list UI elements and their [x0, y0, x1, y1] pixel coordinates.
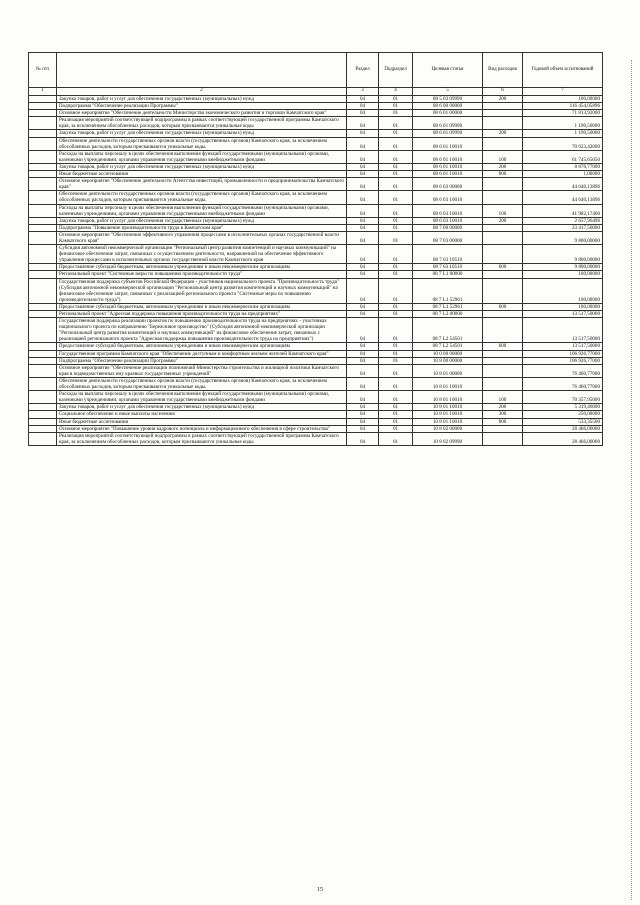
- expense-type-code: 800: [483, 418, 523, 425]
- table-row: [29, 191, 603, 204]
- annual-amount: 44 640,13896: [523, 178, 603, 191]
- annual-amount: 13 517,50000: [523, 311, 603, 318]
- column-number: 1: [29, 88, 57, 96]
- column-number: 6: [483, 88, 523, 96]
- table-row: [29, 110, 603, 117]
- row-number-cell: [29, 96, 57, 103]
- row-number-cell: [29, 231, 57, 244]
- subsection-code: 01: [379, 117, 413, 130]
- section-code: 04: [347, 103, 379, 110]
- section-code: 04: [347, 432, 379, 445]
- table-row: [29, 103, 603, 110]
- row-number-cell: [29, 357, 57, 364]
- table-row: [29, 418, 603, 425]
- column-number: 2: [57, 88, 347, 96]
- section-code: 04: [347, 411, 379, 418]
- section-code: 04: [347, 271, 379, 278]
- annual-amount: 100,00000: [523, 271, 603, 278]
- target-article-code: 10 0 00 00000: [413, 350, 483, 357]
- row-number-cell: [29, 350, 57, 357]
- header-row: [29, 53, 603, 88]
- target-article-code: 08 7 L1 52961: [413, 278, 483, 303]
- expense-type-code: [483, 350, 523, 357]
- table-row: [29, 163, 603, 170]
- subsection-code: 01: [379, 404, 413, 411]
- target-article-code: 10 8 02 09990: [413, 432, 483, 445]
- expense-type-code: [483, 191, 523, 204]
- row-number-cell: [29, 278, 57, 303]
- target-article-code: 10 8 01 10010: [413, 404, 483, 411]
- subsection-code: 01: [379, 303, 413, 310]
- target-article-code: 08 6 01 00000: [413, 110, 483, 117]
- item-name: Обеспечение деятельности государственных органов власти (государственных органов) Камчатского края, за исключением обособленных расходов, которым присваиваются уникальные коды.: [57, 377, 347, 390]
- table-row: [29, 150, 603, 163]
- expense-type-code: 600: [483, 303, 523, 310]
- section-code: 04: [347, 318, 379, 343]
- item-name: Подпрограмма "Повышение производительности труда в Камчатском крае": [57, 224, 347, 231]
- annual-amount: 41 982,17400: [523, 204, 603, 217]
- item-name: Закупка товаров, работ и услуг для обеспечения государственных (муниципальных) нужд: [57, 217, 347, 224]
- row-number-cell: [29, 245, 57, 264]
- annual-amount: 2 657,96496: [523, 217, 603, 224]
- item-name: Государственная поддержка субъектов Российской Федерации - участников национального проекта "Производительность труда" (Субсидия автономной некоммерческой организации "Региональный центр развития компетенций и научных коммуникаций" на финансовое обеспечение затрат, связанных с реализацией регионального проекта "Системные меры по повышению производительности труда"): [57, 278, 347, 303]
- expense-type-code: [483, 137, 523, 150]
- expense-type-code: 200: [483, 163, 523, 170]
- annual-amount: 1,00000: [523, 171, 603, 178]
- subsection-code: 01: [379, 130, 413, 137]
- annual-amount: 100,00000: [523, 278, 603, 303]
- expense-type-code: [483, 364, 523, 377]
- target-article-code: 08 7 L2 54501: [413, 343, 483, 350]
- table-row: [29, 404, 603, 411]
- target-article-code: 08 6 01 09990: [413, 117, 483, 130]
- row-number-cell: [29, 303, 57, 310]
- section-code: 04: [347, 204, 379, 217]
- annual-amount: 28 466,00000: [523, 432, 603, 445]
- row-number-cell: [29, 404, 57, 411]
- row-number-cell: [29, 391, 57, 404]
- expense-type-code: 100: [483, 150, 523, 163]
- subsection-code: 01: [379, 191, 413, 204]
- annual-amount: 76 460,77000: [523, 364, 603, 377]
- target-article-code: 08 6 01 09990: [413, 130, 483, 137]
- section-code: 04: [347, 130, 379, 137]
- item-name: Подпрограмма "Обеспечение реализации Программы": [57, 103, 347, 110]
- table-row: [29, 130, 603, 137]
- row-number-cell: [29, 377, 57, 390]
- expense-type-code: [483, 377, 523, 390]
- item-name: Реализация мероприятий соответствующей подпрограммы в рамках соответствующей государственной программы Камчатского края, за исключением обособленных расходов, которым присваиваются уникальные коды: [57, 432, 347, 445]
- row-number-cell: [29, 271, 57, 278]
- table-row: [29, 245, 603, 264]
- section-code: 04: [347, 171, 379, 178]
- section-code: 04: [347, 377, 379, 390]
- table-row: [29, 204, 603, 217]
- annual-amount: 106 926,77000: [523, 350, 603, 357]
- annual-amount: 70 357,95000: [523, 391, 603, 404]
- annual-amount: 9 800,00000: [523, 264, 603, 271]
- subsection-code: 01: [379, 318, 413, 343]
- section-code: 04: [347, 163, 379, 170]
- table-row: [29, 391, 603, 404]
- section-code: 04: [347, 404, 379, 411]
- row-number-cell: [29, 150, 57, 163]
- target-article-code: 08 6 03 00000: [413, 178, 483, 191]
- section-code: 04: [347, 278, 379, 303]
- section-code: 04: [347, 96, 379, 103]
- subsection-code: 01: [379, 343, 413, 350]
- row-number-cell: [29, 343, 57, 350]
- item-name: Основное мероприятие "Обеспечение деятельности Агентства инвестиций, промышленности и предпринимательства Камчатского края": [57, 178, 347, 191]
- subsection-code: 01: [379, 137, 413, 150]
- target-article-code: 10 8 01 10010: [413, 391, 483, 404]
- target-article-code: 08 6 01 10010: [413, 171, 483, 178]
- table-row: [29, 171, 603, 178]
- row-number-cell: [29, 224, 57, 231]
- section-code: 04: [347, 350, 379, 357]
- expense-type-code: [483, 311, 523, 318]
- expense-type-code: [483, 224, 523, 231]
- subsection-code: 01: [379, 271, 413, 278]
- target-article-code: 10 8 01 10010: [413, 377, 483, 390]
- expense-type-code: 600: [483, 264, 523, 271]
- subsection-code: 01: [379, 432, 413, 445]
- row-number-cell: [29, 130, 57, 137]
- expense-type-code: [483, 231, 523, 244]
- item-name: Основное мероприятие "Обеспечение реализации полномочий Министерства строительства и жилищной политики Камчатского края в подведомственных ему краевых государственных учреждений": [57, 364, 347, 377]
- target-article-code: 08 6 03 10010: [413, 217, 483, 224]
- annual-amount: 100,00000: [523, 303, 603, 310]
- section-code: 04: [347, 245, 379, 264]
- item-name: Региональный проект "Системные меры по повышению производительности труда": [57, 271, 347, 278]
- table-row: [29, 96, 603, 103]
- expense-type-code: 200: [483, 404, 523, 411]
- budget-table: [28, 52, 603, 446]
- column-number: 7: [523, 88, 603, 96]
- item-name: Социальное обеспечение и иные выплаты населению: [57, 411, 347, 418]
- table-row: [29, 137, 603, 150]
- item-name: Иные бюджетные ассигнования: [57, 171, 347, 178]
- target-article-code: 10 8 01 10010: [413, 418, 483, 425]
- expense-type-code: [483, 271, 523, 278]
- subsection-code: 01: [379, 103, 413, 110]
- annual-amount: 5 319,46000: [523, 404, 603, 411]
- table-row: [29, 278, 603, 303]
- expense-type-code: 200: [483, 130, 523, 137]
- subsection-code: 01: [379, 96, 413, 103]
- annual-amount: 1 190,50000: [523, 117, 603, 130]
- expense-type-code: 200: [483, 217, 523, 224]
- item-name: Обеспечение деятельности государственных органов власти (государственных органов) Камчатского края, за исключением обособленных расходов, которым присваиваются уникальные коды.: [57, 137, 347, 150]
- section-code: 04: [347, 357, 379, 364]
- subsection-code: 01: [379, 350, 413, 357]
- row-number-cell: [29, 418, 57, 425]
- annual-amount: 100,00000: [523, 96, 603, 103]
- subsection-code: 01: [379, 311, 413, 318]
- subsection-code: 01: [379, 231, 413, 244]
- item-name: Предоставление субсидий бюджетным, автономным учреждениям и иным некоммерческим организациям: [57, 303, 347, 310]
- table-row: [29, 217, 603, 224]
- expense-type-code: 600: [483, 343, 523, 350]
- section-code: 04: [347, 137, 379, 150]
- section-code: 04: [347, 425, 379, 432]
- table-row: [29, 271, 603, 278]
- table-row: [29, 425, 603, 432]
- row-number-cell: [29, 311, 57, 318]
- expense-type-code: 100: [483, 391, 523, 404]
- annual-amount: 8 876,77000: [523, 163, 603, 170]
- expense-type-code: [483, 178, 523, 191]
- target-article-code: 08 6 01 10010: [413, 163, 483, 170]
- row-number-cell: [29, 264, 57, 271]
- column-number: 3: [347, 88, 379, 96]
- subsection-code: 01: [379, 150, 413, 163]
- header-cell: Годовой объем ассигнований: [523, 53, 603, 88]
- subsection-code: 01: [379, 357, 413, 364]
- subsection-code: 01: [379, 391, 413, 404]
- expense-type-code: [483, 432, 523, 445]
- subsection-code: 01: [379, 364, 413, 377]
- table-row: [29, 350, 603, 357]
- target-article-code: 08 6 01 10010: [413, 150, 483, 163]
- header-cell: Раздел: [347, 53, 379, 88]
- expense-type-code: [483, 318, 523, 343]
- table-row: [29, 224, 603, 231]
- row-number-cell: [29, 217, 57, 224]
- item-name: Предоставление субсидий бюджетным, автономным учреждениям и иным некоммерческим организациям: [57, 343, 347, 350]
- section-code: 04: [347, 303, 379, 310]
- header-cell: Целевая статья: [413, 53, 483, 88]
- subsection-code: 01: [379, 278, 413, 303]
- row-number-cell: [29, 364, 57, 377]
- table-row: [29, 318, 603, 343]
- subsection-code: 01: [379, 418, 413, 425]
- target-article-code: 08 7 03 10510: [413, 245, 483, 264]
- item-name: Обеспечение деятельности государственных органов власти (государственных органов) Камчатского края, за исключением обособленных расходов, которым присваиваются уникальные коды.: [57, 191, 347, 204]
- target-article-code: 08 6 00 00000: [413, 103, 483, 110]
- section-code: 04: [347, 150, 379, 163]
- section-code: 04: [347, 343, 379, 350]
- annual-amount: 116 454,05896: [523, 103, 603, 110]
- expense-type-code: 200: [483, 96, 523, 103]
- header-cell: Подраздел: [379, 53, 413, 88]
- expense-type-code: 300: [483, 411, 523, 418]
- subsection-code: 01: [379, 217, 413, 224]
- table-row: [29, 343, 603, 350]
- annual-amount: 9 800,00000: [523, 231, 603, 244]
- annual-amount: 9 800,00000: [523, 245, 603, 264]
- row-number-cell: [29, 171, 57, 178]
- subsection-code: 01: [379, 245, 413, 264]
- row-number-cell: [29, 204, 57, 217]
- item-name: Расходы на выплаты персоналу в целях обеспечения выполнения функций государственными (муниципальными) органами, казенными учреждениями, органами управления государственными внебюджетными фондами: [57, 391, 347, 404]
- column-number: 4: [379, 88, 413, 96]
- target-article-code: 08 7 L2 54501: [413, 318, 483, 343]
- target-article-code: 10 8 01 00000: [413, 364, 483, 377]
- annual-amount: 1 190,50000: [523, 130, 603, 137]
- expense-type-code: [483, 278, 523, 303]
- target-article-code: 08 6 03 10010: [413, 191, 483, 204]
- table-body: [29, 96, 603, 446]
- annual-amount: 70 623,42000: [523, 137, 603, 150]
- table-row: [29, 178, 603, 191]
- target-article-code: 10 8 00 00000: [413, 357, 483, 364]
- expense-type-code: 800: [483, 171, 523, 178]
- table-row: [29, 364, 603, 377]
- item-name: Закупка товаров, работ и услуг для обеспечения государственных (муниципальных) нужд: [57, 404, 347, 411]
- item-name: Закупка товаров, работ и услуг для обеспечения государственных (муниципальных) нужд: [57, 96, 347, 103]
- section-code: 04: [347, 231, 379, 244]
- target-article-code: 08 7 L1 52961: [413, 303, 483, 310]
- table-row: [29, 303, 603, 310]
- target-article-code: 10 8 01 10010: [413, 411, 483, 418]
- target-article-code: 08 6 03 10010: [413, 204, 483, 217]
- table-row: [29, 377, 603, 390]
- item-name: Расходы на выплаты персоналу в целях обеспечения выполнения функций государственными (муниципальными) органами, казенными учреждениями, органами управления государственными внебюджетными фондами: [57, 150, 347, 163]
- target-article-code: 08 7 03 10510: [413, 264, 483, 271]
- item-name: Региональный проект "Адресная поддержка повышения производительности труда на предприятиях": [57, 311, 347, 318]
- section-code: 04: [347, 264, 379, 271]
- item-name: Подпрограмма "Обеспечение реализации Программы": [57, 357, 347, 364]
- annual-amount: 76 460,77000: [523, 377, 603, 390]
- row-number-cell: [29, 103, 57, 110]
- section-code: 04: [347, 117, 379, 130]
- target-article-code: 08 7 00 00000: [413, 224, 483, 231]
- section-code: 04: [347, 110, 379, 117]
- expense-type-code: [483, 110, 523, 117]
- subsection-code: 01: [379, 411, 413, 418]
- annual-amount: 13 517,50000: [523, 343, 603, 350]
- row-number-cell: [29, 110, 57, 117]
- item-name: Предоставление субсидий бюджетным, автономным учреждениям и иным некоммерческим организациям: [57, 264, 347, 271]
- expense-type-code: [483, 425, 523, 432]
- expense-type-code: [483, 357, 523, 364]
- table-row: [29, 264, 603, 271]
- item-name: Расходы на выплаты персоналу в целях обеспечения выполнения функций государственными (муниципальными) органами, казенными учреждениями, органами управления государственными внебюджетными фондами: [57, 204, 347, 217]
- section-code: 04: [347, 311, 379, 318]
- item-name: Субсидия автономной некоммерческой организации "Региональный центр развития компетенций и научных коммуникаций" на финансовое обеспечение затрат, связанных с осуществлением деятельности, направленной на обеспечение эффективного управления процессами в исполнительных органах государственной власти Камчатского края: [57, 245, 347, 264]
- page-number: 15: [317, 887, 323, 893]
- target-article-code: 08 5 03 09990: [413, 96, 483, 103]
- section-code: 04: [347, 391, 379, 404]
- row-number-cell: [29, 318, 57, 343]
- table-row: [29, 432, 603, 445]
- annual-amount: 23 417,50000: [523, 224, 603, 231]
- subsection-code: 01: [379, 171, 413, 178]
- row-number-cell: [29, 191, 57, 204]
- item-name: Основное мероприятие "Повышение уровня кадрового потенциала и информационного обеспечения в сфере строительства": [57, 425, 347, 432]
- annual-amount: 71 813,92000: [523, 110, 603, 117]
- subsection-code: 01: [379, 264, 413, 271]
- section-code: 04: [347, 418, 379, 425]
- header-cell: № п/п: [29, 53, 57, 88]
- column-number: 5: [413, 88, 483, 96]
- header-cell: [57, 53, 347, 88]
- subsection-code: 01: [379, 377, 413, 390]
- target-article-code: 08 6 01 10010: [413, 137, 483, 150]
- item-name: Закупка товаров, работ и услуг для обеспечения государственных (муниципальных) нужд: [57, 163, 347, 170]
- row-number-cell: [29, 425, 57, 432]
- section-code: 04: [347, 191, 379, 204]
- item-name: Основное мероприятие "Обеспечение эффективного управления процессами в исполнительных органах государственной власти Камчатского края": [57, 231, 347, 244]
- annual-amount: 533,35500: [523, 418, 603, 425]
- expense-type-code: [483, 245, 523, 264]
- annual-amount: 250,00000: [523, 411, 603, 418]
- row-number-cell: [29, 117, 57, 130]
- subsection-code: 01: [379, 224, 413, 231]
- annual-amount: 61 745,65050: [523, 150, 603, 163]
- section-code: 04: [347, 217, 379, 224]
- row-number-cell: [29, 163, 57, 170]
- item-name: Иные бюджетные ассигнования: [57, 418, 347, 425]
- section-code: 04: [347, 178, 379, 191]
- subsection-code: 01: [379, 110, 413, 117]
- section-code: 04: [347, 364, 379, 377]
- row-number-cell: [29, 178, 57, 191]
- item-name: Закупка товаров, работ и услуг для обеспечения государственных (муниципальных) нужд: [57, 130, 347, 137]
- subsection-code: 01: [379, 425, 413, 432]
- item-name: Государственная программа Камчатского края "Обеспечение доступным и комфортным жильем жителей Камчатского края": [57, 350, 347, 357]
- annual-amount: 28 466,00000: [523, 425, 603, 432]
- target-article-code: 08 7 03 00000: [413, 231, 483, 244]
- table-row: [29, 117, 603, 130]
- annual-amount: 106 926,77000: [523, 357, 603, 364]
- table-row: [29, 311, 603, 318]
- target-article-code: 08 7 L1 00000: [413, 271, 483, 278]
- expense-type-code: [483, 103, 523, 110]
- item-name: Реализация мероприятий соответствующей подпрограммы в рамках соответствующей государственной программы Камчатского края, за исключением обособленных расходов, которым присваиваются уникальные коды: [57, 117, 347, 130]
- subsection-code: 01: [379, 204, 413, 217]
- expense-type-code: 100: [483, 204, 523, 217]
- annual-amount: 13 517,50000: [523, 318, 603, 343]
- subsection-code: 01: [379, 163, 413, 170]
- subsection-code: 01: [379, 178, 413, 191]
- row-number-cell: [29, 137, 57, 150]
- target-article-code: 08 7 L2 00000: [413, 311, 483, 318]
- annual-amount: 44 640,13896: [523, 191, 603, 204]
- target-article-code: 10 8 02 00000: [413, 425, 483, 432]
- row-number-cell: [29, 411, 57, 418]
- column-number-row: [29, 88, 603, 96]
- item-name: Основное мероприятие "Обеспечение деятельности Министерства экономического развития и торговли Камчатского края": [57, 110, 347, 117]
- table-row: [29, 411, 603, 418]
- table-row: [29, 231, 603, 244]
- header-cell: Вид расходов: [483, 53, 523, 88]
- table-row: [29, 357, 603, 364]
- section-code: 04: [347, 224, 379, 231]
- expense-type-code: [483, 117, 523, 130]
- row-number-cell: [29, 432, 57, 445]
- page-edge: [630, 60, 632, 900]
- item-name: Государственная поддержка реализации проектов по повышению производительности труда на предприятиях - участниках национального проекта по направлению "Бережливое производство" (Субсидия автономной некоммерческой организации "Региональный центр развития компетенций и научных коммуникаций" на финансовое обеспечение затрат, связанных с реализацией регионального проекта "Адресная поддержка повышения производительности труда на предприятиях"): [57, 318, 347, 343]
